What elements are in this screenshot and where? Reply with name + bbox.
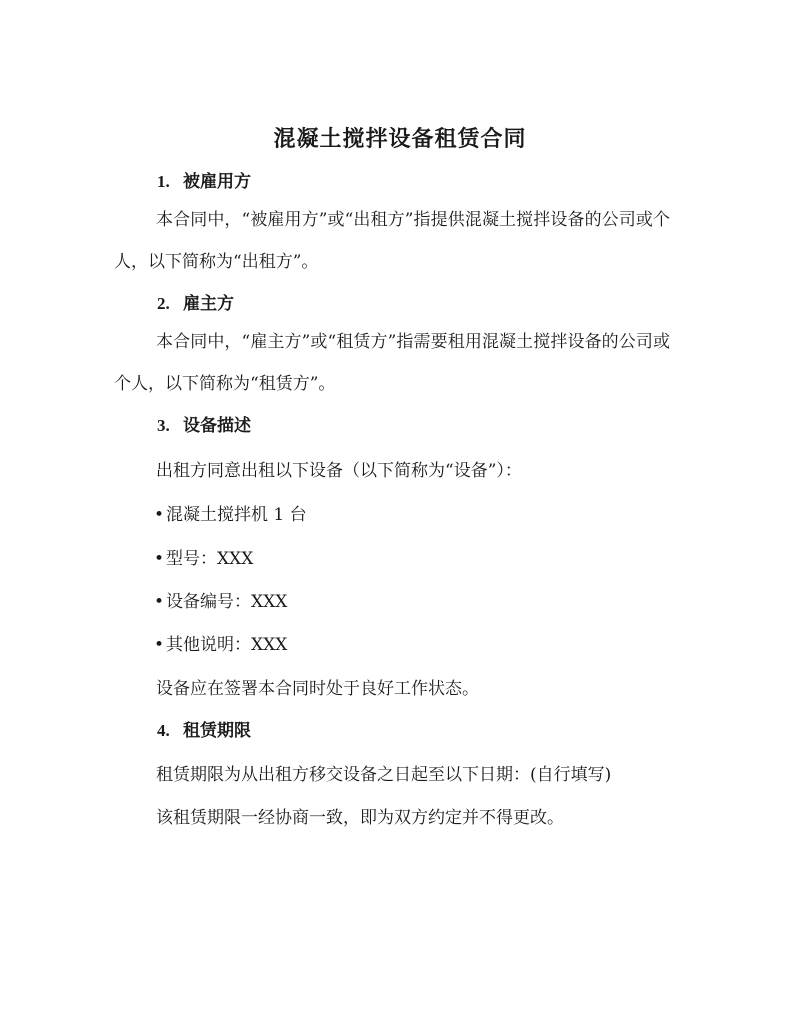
section-3-title: 设备描述 [183, 416, 251, 436]
equipment-list-item [154, 500, 307, 525]
equipment-item-text: 型号：XXX [166, 549, 254, 569]
section-2-heading [157, 289, 234, 314]
document-title: 混凝土搅拌设备租赁合同 [273, 126, 527, 152]
section-4-heading [157, 716, 251, 741]
section-2-paragraph: 本合同中，“雇主方”或“租赁方”指需要租用混凝土搅拌设备的公司或个人，以下简称为“租赁方”。 [114, 332, 670, 394]
section-1-title: 被雇用方 [183, 172, 251, 192]
section-1-number: 1. [157, 172, 170, 191]
section-3-closing: 设备应在签署本合同时处于良好工作状态。 [156, 679, 479, 699]
equipment-item-text: 设备编号：XXX [166, 592, 288, 612]
section-2-number: 2. [157, 294, 170, 313]
section-1-heading [157, 167, 251, 192]
bullet-symbol: • [154, 635, 165, 655]
section-4-title: 租赁期限 [183, 721, 251, 741]
bullet-symbol: • [154, 549, 165, 569]
bullet-symbol: • [154, 592, 165, 612]
section-3-intro: 出租方同意出租以下设备（以下简称为“设备”）： [156, 461, 522, 481]
section-4-number: 4. [157, 721, 170, 740]
equipment-item-text: 其他说明：XXX [166, 635, 288, 655]
section-1-paragraph: 本合同中，“被雇用方”或“出租方”指提供混凝土搅拌设备的公司或个人，以下简称为“出租方”。 [114, 210, 670, 272]
section-4-line-2: 该租赁期限一经协商一致，即为双方约定并不得更改。 [156, 808, 564, 828]
section-4-line-1: 租赁期限为从出租方移交设备之日起至以下日期：(自行填写) [156, 765, 612, 785]
section-3-number: 3. [157, 416, 170, 435]
equipment-item-text: 混凝土搅拌机 1 台 [166, 505, 307, 525]
equipment-list-item [154, 587, 287, 612]
equipment-list-item [154, 630, 287, 655]
section-3-heading [157, 411, 251, 436]
equipment-list-item [154, 544, 253, 569]
bullet-symbol: • [154, 505, 165, 525]
section-2-title: 雇主方 [183, 294, 234, 314]
